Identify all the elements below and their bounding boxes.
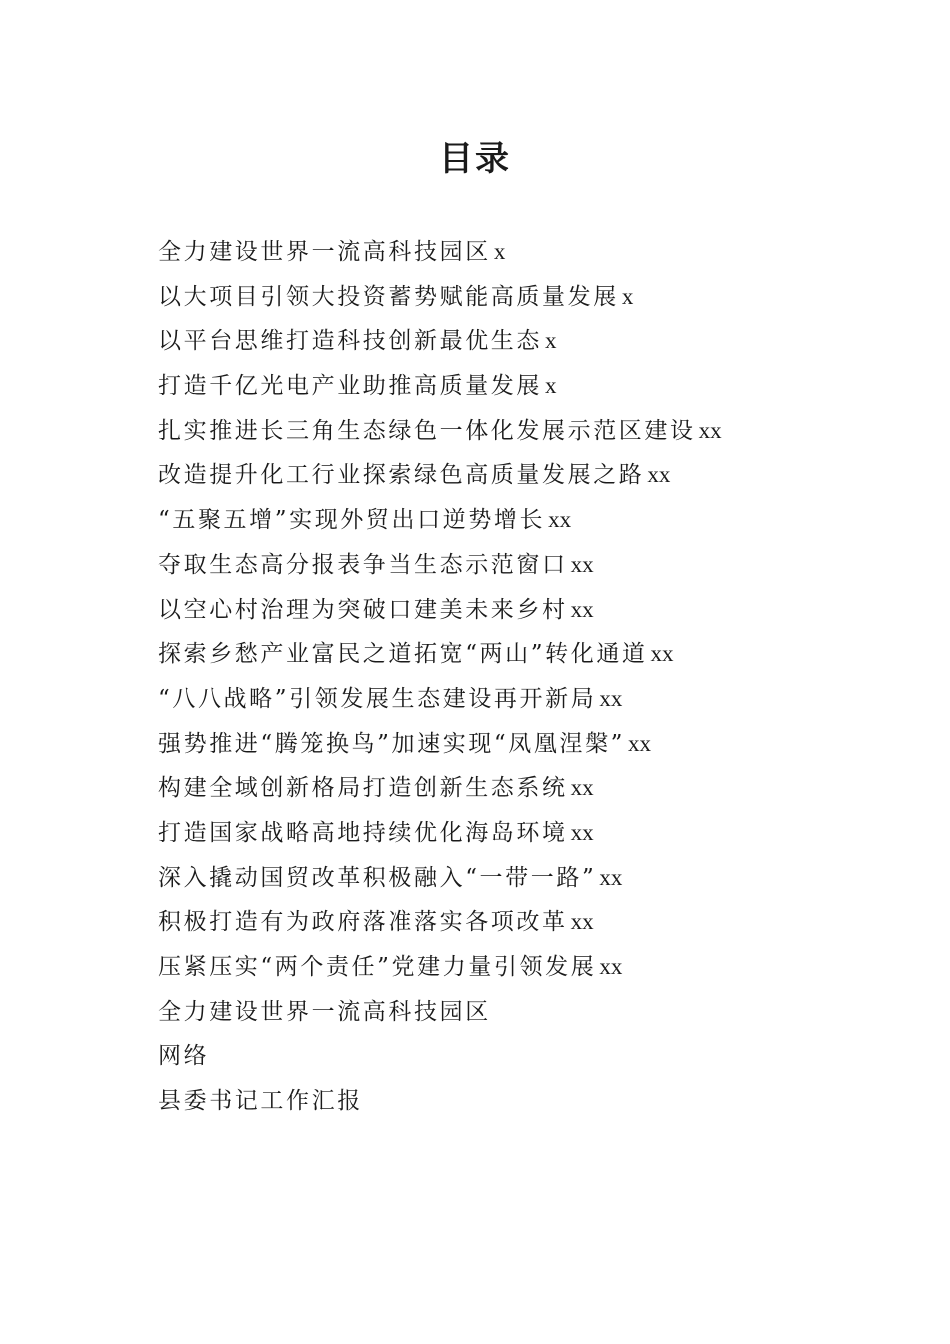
toc-entry [158,677,858,722]
toc-entry [158,275,858,320]
toc-entry-title: 积极打造有为政府落准落实各项改革 [158,909,568,936]
toc-entry-title: 深入撬动国贸改革积极融入“一带一路” [158,864,597,891]
toc-entry [158,409,858,454]
toc-entry-title: 以平台思维打造科技创新最优生态 [158,328,542,355]
toc-entry-page: xx [570,909,594,935]
toc-entry-page: xx [599,954,623,979]
toc-entry-page: xx [570,775,594,801]
toc-entry-title: 以空心村治理为突破口建美未来乡村 [158,596,568,623]
toc-entry-page: x [545,373,557,399]
toc-entry-title: 以大项目引领大投资蓄势赋能高质量发展 [158,283,619,310]
toc-entry-page: x [545,328,557,354]
toc-entry [158,1034,858,1079]
toc-entry-title: 压紧压实“两个责任”党建力量引领发展 [158,954,597,980]
table-of-contents [158,230,858,1124]
toc-entry-page: x [493,239,506,264]
toc-entry [158,722,858,767]
toc-entry-title: 探索乡愁产业富民之道拓宽“两山”转化通道 [158,641,648,668]
toc-entry [158,766,858,811]
toc-entry [158,990,858,1035]
toc-entry [158,364,858,409]
toc-entry-page: xx [647,462,671,488]
toc-entry-title: 扎实推进长三角生态绿色一体化发展示范区建设 [158,417,696,444]
toc-entry-page: xx [628,730,652,756]
toc-entry-title: 网络 [158,1043,210,1070]
toc-entry [158,632,858,677]
toc-entry-title: 强势推进“腾笼换鸟”加速实现“凤凰涅槃” [158,730,626,757]
toc-entry-title: 全力建设世界一流高科技园区 [158,998,491,1025]
toc-entry [158,856,858,901]
toc-entry [158,319,858,364]
toc-entry-title: 打造国家战略高地持续优化海岛环境 [158,819,568,846]
toc-entry-page: xx [570,596,594,622]
toc-entry-title: “五聚五增”实现外贸出口逆势增长 [158,507,546,534]
toc-entry [158,498,858,543]
toc-entry-title: 改造提升化工行业探索绿色高质量发展之路 [158,462,645,489]
toc-entry-page: xx [570,819,594,845]
toc-entry-page: xx [650,641,674,667]
toc-entry-page: xx [599,685,623,711]
toc-entry-title: 县委书记工作汇报 [158,1088,363,1115]
toc-entry-page: xx [599,864,623,890]
toc-entry [158,811,858,856]
toc-entry [158,1079,858,1124]
toc-entry-title: 全力建设世界一流高科技园区 [158,239,491,265]
toc-entry-page: x [621,283,634,309]
toc-entry-page: xx [548,507,572,533]
toc-entry-title: 打造千亿光电产业助推高质量发展 [158,373,542,400]
toc-entry-page: xx [570,551,594,577]
toc-entry-title: “八八战略”引领发展生态建设再开新局 [158,685,597,712]
toc-entry-page: xx [698,417,722,443]
toc-entry-title: 夺取生态高分报表争当生态示范窗口 [158,551,568,578]
toc-entry [158,543,858,588]
toc-entry [158,588,858,633]
toc-entry-title: 构建全域创新格局打造创新生态系统 [158,775,568,802]
toc-entry [158,900,858,945]
toc-entry [158,945,858,990]
page-title: 目录 [439,139,511,179]
toc-entry [158,230,858,275]
toc-entry [158,453,858,498]
